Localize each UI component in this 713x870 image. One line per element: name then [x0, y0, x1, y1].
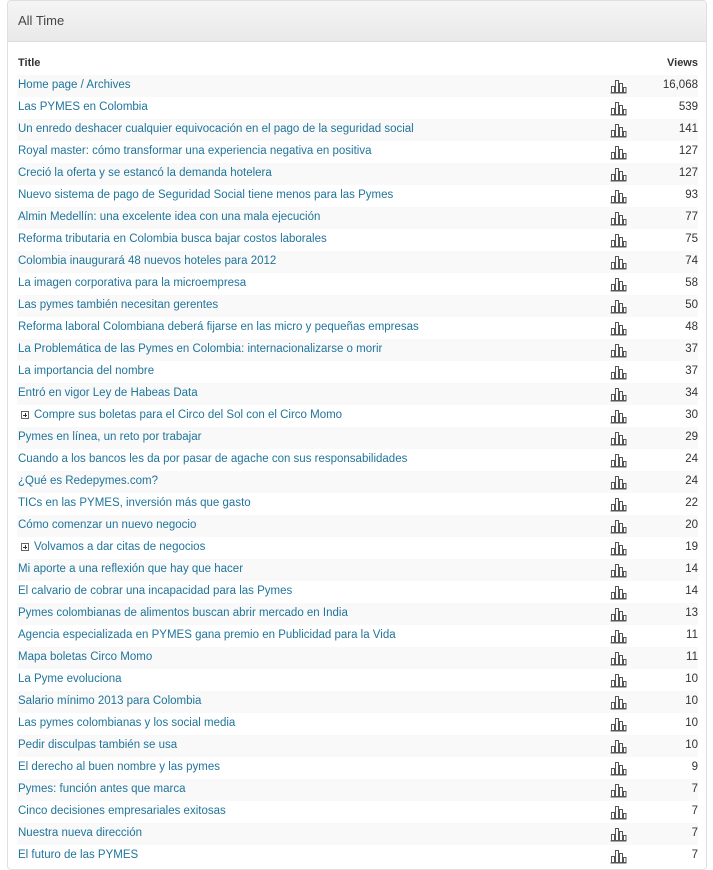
table-row — [17, 339, 698, 361]
bar-chart-icon[interactable] — [610, 495, 627, 512]
bar-chart-icon[interactable] — [610, 759, 627, 776]
post-title-link[interactable]: Pymes colombianas de alimentos buscan abrir mercado en India — [18, 607, 348, 619]
bar-chart-icon[interactable] — [610, 297, 627, 314]
table-row — [17, 691, 698, 713]
post-title-link[interactable]: El futuro de las PYMES — [18, 849, 139, 861]
column-header-title: Title — [18, 57, 41, 69]
post-title-link[interactable]: Cinco decisiones empresariales exitosas — [18, 805, 226, 817]
bar-chart-icon[interactable] — [610, 99, 627, 116]
view-count: 11 — [686, 629, 698, 641]
panel-title: All Time — [18, 13, 65, 28]
table-row — [17, 713, 698, 735]
view-count: 127 — [678, 167, 698, 179]
view-count: 7 — [691, 827, 698, 839]
view-count: 7 — [691, 849, 698, 861]
bar-chart-icon[interactable] — [610, 737, 627, 754]
post-title-link[interactable]: Salario mínimo 2013 para Colombia — [18, 695, 202, 707]
table-row — [17, 625, 698, 647]
table-row — [17, 845, 698, 867]
table-row — [17, 427, 698, 449]
bar-chart-icon[interactable] — [610, 143, 627, 160]
post-title-link[interactable]: Mi aporte a una reflexión que hay que hacer — [18, 563, 244, 575]
post-title-link[interactable]: Compre sus boletas para el Circo del Sol con el Circo Momo — [34, 409, 343, 421]
bar-chart-icon[interactable] — [610, 649, 627, 666]
view-count: 37 — [685, 343, 698, 355]
view-count: 13 — [685, 607, 698, 619]
post-title-link[interactable]: Pedir disculpas también se usa — [18, 739, 178, 751]
table-row — [17, 141, 698, 163]
view-count: 93 — [685, 189, 698, 201]
post-title-link[interactable]: La imagen corporativa para la microempresa — [18, 277, 247, 289]
view-count: 7 — [691, 805, 698, 817]
table-row — [17, 317, 698, 339]
bar-chart-icon[interactable] — [610, 165, 627, 182]
post-title-link[interactable]: La Problemática de las Pymes en Colombia: internacionalizarse o morir — [18, 343, 383, 355]
view-count: 50 — [685, 299, 698, 311]
view-count: 37 — [685, 365, 698, 377]
table-body — [17, 75, 698, 867]
table-row — [17, 251, 698, 273]
table-header — [17, 49, 698, 75]
table-row — [17, 669, 698, 691]
bar-chart-icon[interactable] — [610, 275, 627, 292]
bar-chart-icon[interactable] — [610, 473, 627, 490]
view-count: 16,068 — [662, 79, 698, 91]
table-row — [17, 823, 698, 845]
post-title-link[interactable]: Las pymes colombianas y los social media — [18, 717, 236, 729]
table-row — [17, 449, 698, 471]
post-title-link[interactable]: Agencia especializada en PYMES gana premio en Publicidad para la Vida — [18, 629, 396, 641]
view-count: 539 — [678, 101, 698, 113]
view-count: 10 — [685, 717, 698, 729]
post-title-link[interactable]: El calvario de cobrar una incapacidad para las Pymes — [18, 585, 293, 597]
table-row — [17, 735, 698, 757]
post-title-link[interactable]: Creció la oferta y se estancó la demanda hotelera — [18, 167, 272, 179]
post-title-link[interactable]: Volvamos a dar citas de negocios — [34, 541, 206, 553]
view-count: 10 — [685, 739, 698, 751]
post-title-link[interactable]: La importancia del nombre — [18, 365, 155, 377]
post-title-link[interactable]: ¿Qué es Redepymes.com? — [18, 475, 158, 487]
bar-chart-icon[interactable] — [610, 253, 627, 270]
post-title-link[interactable]: Royal master: cómo transformar una experiencia negativa en positiva — [18, 145, 372, 157]
post-title-link[interactable]: La Pyme evoluciona — [18, 673, 122, 685]
table-row — [17, 647, 698, 669]
view-count: 24 — [685, 475, 698, 487]
bar-chart-icon[interactable] — [610, 407, 627, 424]
panel-header — [8, 1, 706, 42]
bar-chart-icon[interactable] — [610, 121, 627, 138]
bar-chart-icon[interactable] — [610, 187, 627, 204]
view-count: 7 — [691, 783, 698, 795]
post-title-link[interactable]: Nuestra nueva dirección — [18, 827, 143, 839]
view-count: 30 — [685, 409, 698, 421]
bar-chart-icon[interactable] — [610, 693, 627, 710]
post-title-link[interactable]: Un enredo deshacer cualquier equivocación en el pago de la seguridad social — [18, 123, 414, 135]
post-title-link[interactable]: Colombia inaugurará 48 nuevos hoteles para 2012 — [18, 255, 277, 267]
table-row — [17, 515, 698, 537]
view-count: 141 — [678, 123, 698, 135]
table-row — [17, 471, 698, 493]
view-count: 10 — [685, 695, 698, 707]
table-row — [17, 97, 698, 119]
table-row — [17, 119, 698, 141]
view-count: 74 — [685, 255, 698, 267]
table-row — [17, 185, 698, 207]
table-row — [17, 295, 698, 317]
table-row — [17, 361, 698, 383]
expand-plus-icon[interactable] — [21, 411, 29, 419]
view-count: 14 — [685, 563, 698, 575]
bar-chart-icon[interactable] — [610, 451, 627, 468]
expand-plus-icon[interactable] — [21, 543, 29, 551]
table-row — [17, 801, 698, 823]
table-row — [17, 537, 698, 559]
bar-chart-icon[interactable] — [610, 231, 627, 248]
bar-chart-icon[interactable] — [610, 363, 627, 380]
bar-chart-icon[interactable] — [610, 715, 627, 732]
view-count: 75 — [685, 233, 698, 245]
bar-chart-icon[interactable] — [610, 77, 627, 94]
bar-chart-icon[interactable] — [610, 671, 627, 688]
table-row — [17, 207, 698, 229]
view-count: 24 — [685, 453, 698, 465]
table-row — [17, 581, 698, 603]
all-time-panel — [7, 0, 707, 870]
post-title-link[interactable]: Pymes en línea, un reto por trabajar — [18, 431, 202, 443]
table-row — [17, 603, 698, 625]
bar-chart-icon[interactable] — [610, 803, 627, 820]
post-title-link[interactable]: Las PYMES en Colombia — [18, 101, 148, 113]
post-title-link[interactable]: Reforma tributaria en Colombia busca bajar costos laborales — [18, 233, 327, 245]
bar-chart-icon[interactable] — [610, 583, 627, 600]
table-row — [17, 229, 698, 251]
bar-chart-icon[interactable] — [610, 341, 627, 358]
bar-chart-icon[interactable] — [610, 517, 627, 534]
bar-chart-icon[interactable] — [610, 825, 627, 842]
post-title-link[interactable]: Nuevo sistema de pago de Seguridad Social tiene menos para las Pymes — [18, 189, 394, 201]
bar-chart-icon[interactable] — [610, 627, 627, 644]
table-row — [17, 493, 698, 515]
post-title-link[interactable]: Home page / Archives — [18, 79, 131, 91]
view-count: 29 — [685, 431, 698, 443]
view-count: 22 — [685, 497, 698, 509]
post-title-link[interactable]: Cuando a los bancos les da por pasar de agache con sus responsabilidades — [18, 453, 408, 465]
post-title-link[interactable]: Reforma laboral Colombiana deberá fijarse en las micro y pequeñas empresas — [18, 321, 419, 333]
post-title-link[interactable]: Pymes: función antes que marca — [18, 783, 186, 795]
bar-chart-icon[interactable] — [610, 385, 627, 402]
table-row — [17, 383, 698, 405]
bar-chart-icon[interactable] — [610, 781, 627, 798]
post-title-link[interactable]: Entró en vigor Ley de Habeas Data — [18, 387, 198, 399]
table-row — [17, 405, 698, 427]
view-count: 48 — [685, 321, 698, 333]
table-row — [17, 757, 698, 779]
view-count: 58 — [685, 277, 698, 289]
bar-chart-icon[interactable] — [610, 539, 627, 556]
view-count: 34 — [685, 387, 698, 399]
bar-chart-icon[interactable] — [610, 209, 627, 226]
stats-table — [17, 49, 698, 867]
post-title-link[interactable]: Cómo comenzar un nuevo negocio — [18, 519, 197, 531]
table-row — [17, 273, 698, 295]
bar-chart-icon[interactable] — [610, 605, 627, 622]
view-count: 77 — [685, 211, 698, 223]
view-count: 127 — [678, 145, 698, 157]
table-row — [17, 779, 698, 801]
view-count: 20 — [685, 519, 698, 531]
post-title-link[interactable]: Las pymes también necesitan gerentes — [18, 299, 219, 311]
table-row — [17, 163, 698, 185]
view-count: 9 — [691, 761, 698, 773]
post-title-link[interactable]: Mapa boletas Circo Momo — [18, 651, 153, 663]
bar-chart-icon[interactable] — [610, 429, 627, 446]
view-count: 11 — [686, 651, 698, 663]
bar-chart-icon[interactable] — [610, 319, 627, 336]
post-title-link[interactable]: El derecho al buen nombre y las pymes — [18, 761, 220, 773]
column-header-views: Views — [667, 57, 698, 69]
table-row — [17, 559, 698, 581]
bar-chart-icon[interactable] — [610, 561, 627, 578]
post-title-link[interactable]: TICs en las PYMES, inversión más que gasto — [18, 497, 251, 509]
post-title-link[interactable]: Almin Medellín: una excelente idea con una mala ejecución — [18, 211, 321, 223]
table-row — [17, 75, 698, 97]
view-count: 10 — [685, 673, 698, 685]
view-count: 19 — [685, 541, 698, 553]
view-count: 14 — [685, 585, 698, 597]
